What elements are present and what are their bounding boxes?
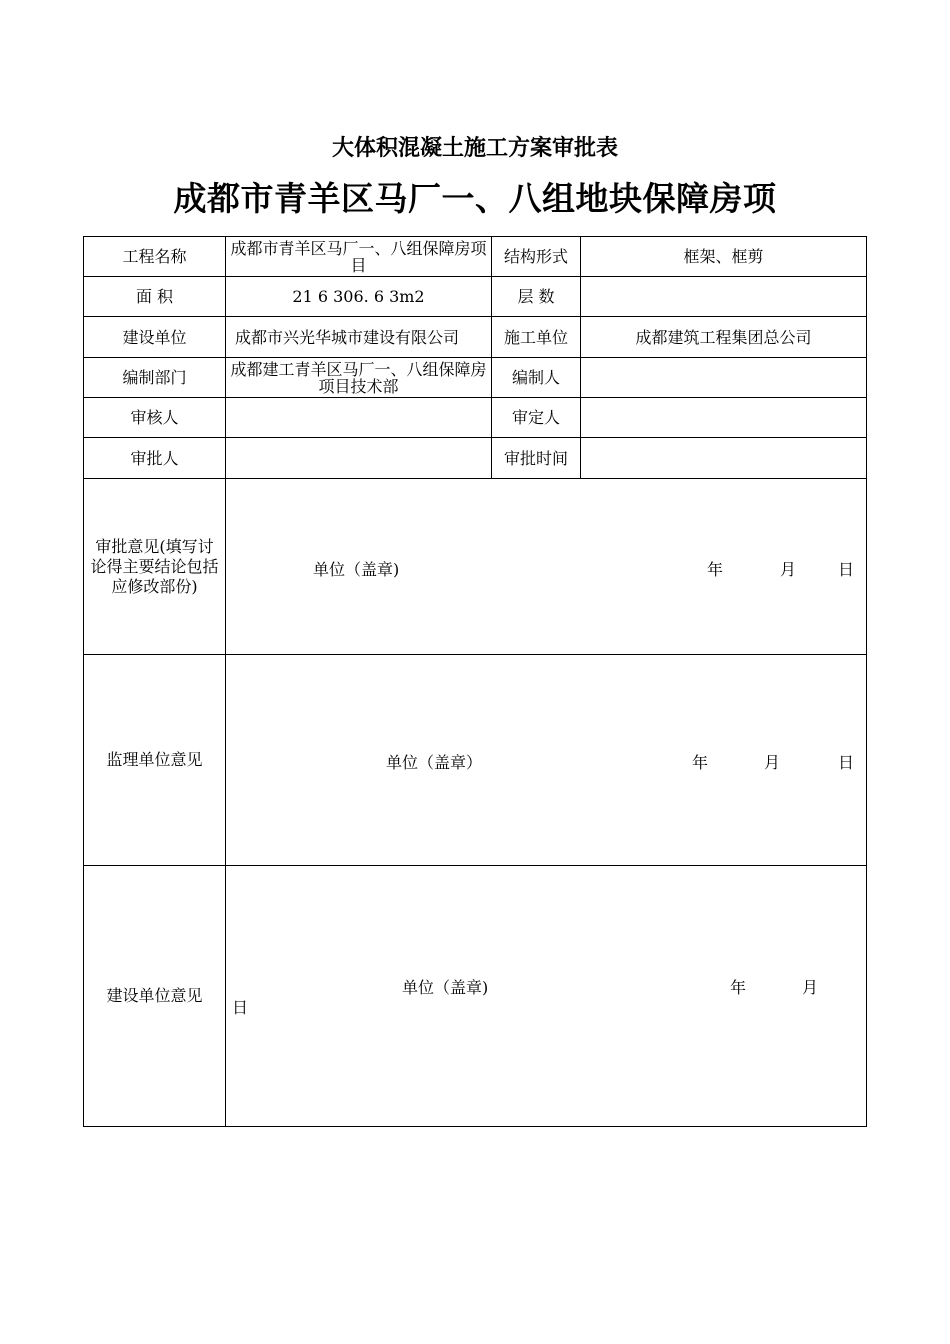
approval-form-table [83, 236, 867, 1127]
supervision-opinion-label: 监理单位意见 [84, 655, 226, 866]
approval-year: 年 [707, 559, 724, 579]
approval-stamp: 单位（盖章) [313, 559, 400, 579]
approval-time-value [581, 438, 867, 479]
owner-opinion-area [226, 866, 867, 1127]
owner-value: 成都市兴光华城市建设有限公司 [226, 317, 492, 358]
approval-month: 月 [780, 559, 797, 579]
dept-label: 编制部门 [84, 358, 226, 398]
approver-label: 审批人 [84, 438, 226, 479]
area-value: 21 6 306. 6 3m2 [226, 277, 492, 317]
reviewer-label: 审核人 [84, 398, 226, 438]
owner-day: 日 [232, 998, 249, 1017]
project-name-label: 工程名称 [84, 237, 226, 277]
row-owner [84, 317, 867, 358]
author-value [581, 358, 867, 398]
approver-value [226, 438, 492, 479]
supervision-stamp-line [230, 749, 862, 771]
owner-label: 建设单位 [84, 317, 226, 358]
supervision-opinion-area [226, 655, 867, 866]
supervision-year: 年 [692, 753, 709, 772]
approval-day: 日 [838, 559, 855, 579]
row-owner-opinion [84, 866, 867, 1127]
approval-opinion-area [226, 479, 867, 655]
row-supervision-opinion [84, 655, 867, 866]
contractor-value: 成都建筑工程集团总公司 [581, 317, 867, 358]
row-dept [84, 358, 867, 398]
owner-stamp-line [230, 974, 862, 996]
area-label: 面 积 [84, 277, 226, 317]
document-title: 大体积混凝土施工方案审批表 [331, 136, 618, 161]
approval-time-label: 审批时间 [492, 438, 581, 479]
supervision-stamp: 单位（盖章） [386, 753, 483, 772]
floors-value [581, 277, 867, 317]
supervision-day: 日 [838, 753, 855, 772]
approval-stamp-line [230, 556, 862, 578]
owner-month: 月 [802, 978, 819, 997]
row-area [84, 277, 867, 317]
reviewer-value [226, 398, 492, 438]
row-approval-opinion [84, 479, 867, 655]
supervision-month: 月 [764, 753, 781, 772]
author-label: 编制人 [492, 358, 581, 398]
project-name-value: 成都市青羊区马厂一、八组保障房项目 [226, 237, 492, 277]
finalizer-label: 审定人 [492, 398, 581, 438]
owner-day-line [230, 996, 862, 1018]
row-reviewer [84, 398, 867, 438]
owner-opinion-label: 建设单位意见 [84, 866, 226, 1127]
structure-value: 框架、框剪 [581, 237, 867, 277]
project-heading: 成都市青羊区马厂一、八组地块保障房项 [173, 179, 777, 218]
row-approver [84, 438, 867, 479]
owner-stamp: 单位（盖章) [402, 978, 489, 997]
dept-value: 成都建工青羊区马厂一、八组保障房项目技术部 [226, 358, 492, 398]
owner-year: 年 [730, 978, 747, 997]
row-project-name [84, 237, 867, 277]
contractor-label: 施工单位 [492, 317, 581, 358]
floors-label: 层 数 [492, 277, 581, 317]
structure-label: 结构形式 [492, 237, 581, 277]
approval-opinion-label: 审批意见(填写讨论得主要结论包括应修改部份) [84, 479, 226, 655]
finalizer-value [581, 398, 867, 438]
